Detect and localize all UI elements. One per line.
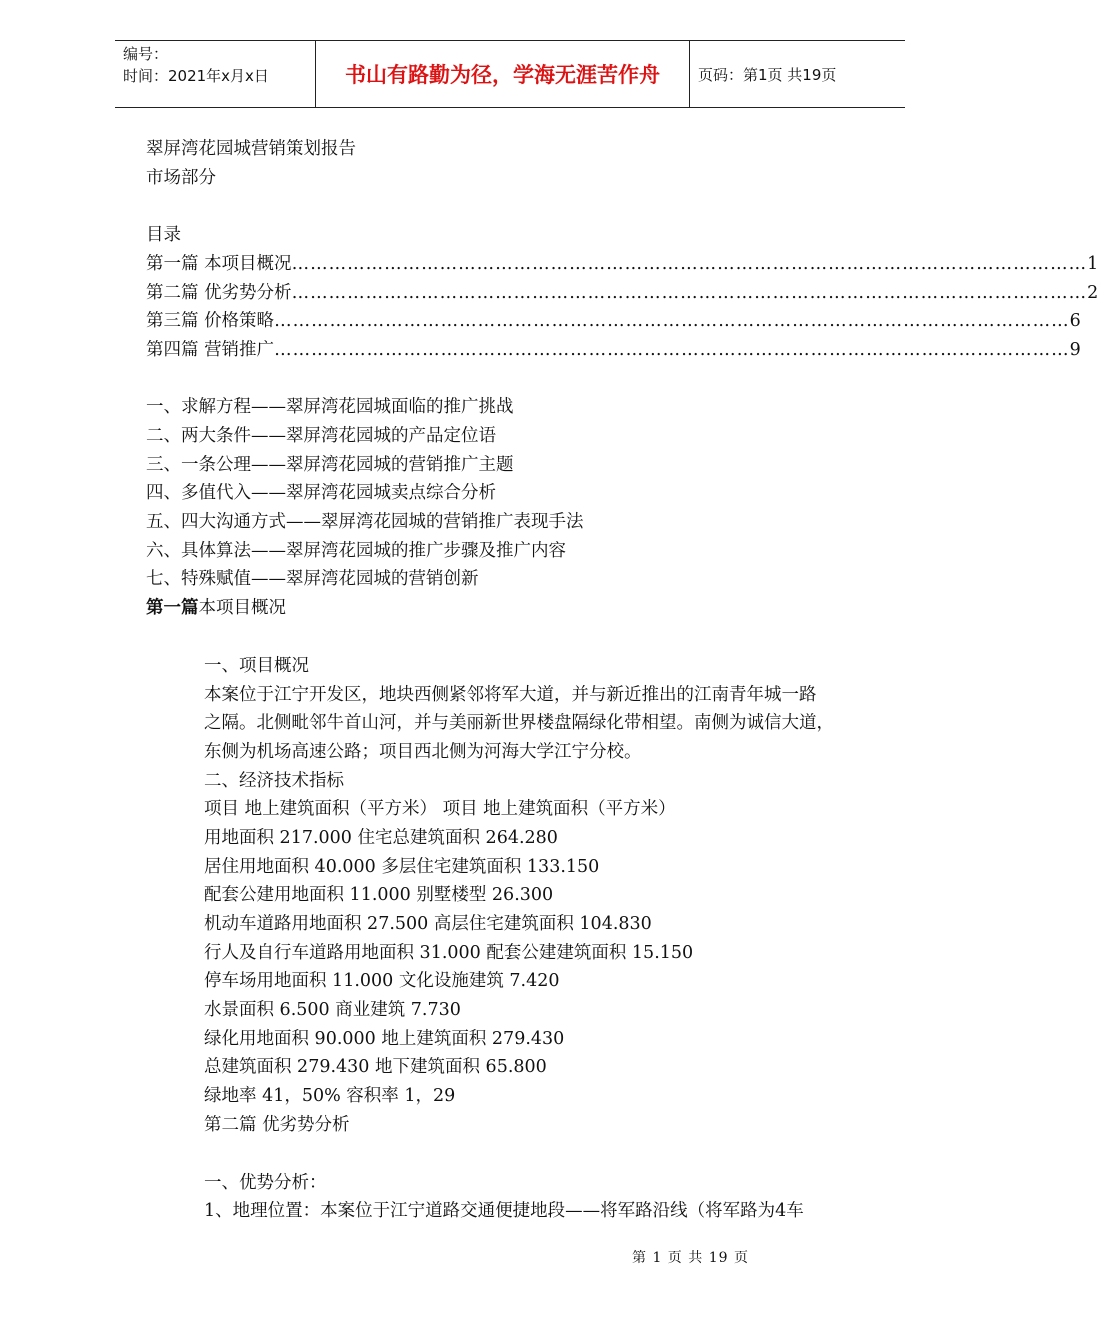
toc-leader: ………………………………………………………………………………………………………………… [291, 283, 1088, 303]
indicator-line: 配套公建用地面积 11.000 别墅楼型 26.300 [204, 885, 554, 905]
header-meta [115, 41, 316, 107]
section2-heading: 二、经济技术指标 [204, 771, 344, 791]
part2-heading: 第二篇 优劣势分析 [204, 1115, 350, 1135]
indicator-line: 绿化用地面积 90.000 地上建筑面积 279.430 [204, 1029, 565, 1049]
section1-text: 东侧为机场高速公路；项目西北侧为河海大学江宁分校。 [204, 742, 642, 762]
toc-page: 9 [1069, 340, 1081, 360]
header-motto: 书山有路勤为径，学海无涯苦作舟 [316, 41, 690, 107]
outline-item: 一、求解方程——翠屏湾花园城面临的推广挑战 [146, 397, 514, 417]
toc-page: 2 [1087, 283, 1098, 303]
page-header [115, 40, 905, 108]
indicator-line: 机动车道路用地面积 27.500 高层住宅建筑面积 104.830 [204, 914, 652, 934]
indicator-line: 总建筑面积 279.430 地下建筑面积 65.800 [204, 1057, 547, 1077]
toc-entry [146, 282, 1098, 304]
toc-page: 6 [1069, 311, 1081, 331]
indicator-line: 用地面积 217.000 住宅总建筑面积 264.280 [204, 828, 558, 848]
time-label: 时间：2021年x月x日 [123, 67, 269, 85]
toc-label: 第三篇 价格策略 [146, 311, 275, 331]
outline-item: 四、多值代入——翠屏湾花园城卖点综合分析 [146, 483, 496, 503]
outline-item: 六、具体算法——翠屏湾花园城的推广步骤及推广内容 [146, 541, 566, 561]
part1-heading-rest: 本项目概况 [198, 598, 286, 618]
part1-heading [146, 597, 286, 619]
toc-leader: ………………………………………………………………………………………………………………… [274, 340, 1070, 360]
outline-item: 五、四大沟通方式——翠屏湾花园城的营销推广表现手法 [146, 512, 584, 532]
toc-entry [146, 310, 1081, 332]
indicator-line: 停车场用地面积 11.000 文化设施建筑 7.420 [204, 971, 560, 991]
toc-leader: ………………………………………………………………………………………………………………… [291, 254, 1088, 274]
indicator-line: 水景面积 6.500 商业建筑 7.730 [204, 1000, 461, 1020]
number-label: 编号： [123, 45, 169, 63]
doc-title: 翠屏湾花园城营销策划报告 [146, 139, 356, 159]
indicator-line: 行人及自行车道路用地面积 31.000 配套公建建筑面积 15.150 [204, 943, 694, 963]
advantage-text: 1、地理位置：本案位于江宁道路交通便捷地段——将军路沿线（将军路为4车 [204, 1201, 804, 1221]
toc-label: 第二篇 优劣势分析 [146, 283, 292, 303]
outline-item: 七、特殊赋值——翠屏湾花园城的营销创新 [146, 569, 479, 589]
part1-heading-bold: 第一篇 [146, 598, 199, 618]
advantage-heading: 一、优势分析： [204, 1173, 327, 1193]
toc-entry [146, 253, 1098, 275]
section1-heading: 一、项目概况 [204, 656, 309, 676]
indicator-line: 绿地率 41，50% 容积率 1，29 [204, 1086, 456, 1106]
toc-heading: 目录 [146, 225, 181, 245]
section1-text: 之隔。北侧毗邻牛首山河，并与美丽新世界楼盘隔绿化带相望。南侧为诚信大道， [204, 713, 834, 733]
outline-item: 二、两大条件——翠屏湾花园城的产品定位语 [146, 426, 496, 446]
toc-label: 第四篇 营销推广 [146, 340, 275, 360]
indicator-line: 居住用地面积 40.000 多层住宅建筑面积 133.150 [204, 857, 600, 877]
header-page-label: 页码：第1页 共19页 [698, 65, 837, 84]
section1-text: 本案位于江宁开发区，地块西侧紧邻将军大道，并与新近推出的江南青年城一路 [204, 685, 817, 705]
toc-leader: ………………………………………………………………………………………………………………… [274, 311, 1070, 331]
indicator-line: 项目 地上建筑面积（平方米） 项目 地上建筑面积（平方米） [204, 799, 676, 819]
toc-page: 1 [1087, 254, 1098, 274]
toc-label: 第一篇 本项目概况 [146, 254, 292, 274]
page-footer: 第 1 页 共 19 页 [632, 1250, 749, 1266]
toc-entry [146, 339, 1081, 361]
outline-item: 三、一条公理——翠屏湾花园城的营销推广主题 [146, 455, 514, 475]
doc-subtitle: 市场部分 [146, 168, 216, 188]
